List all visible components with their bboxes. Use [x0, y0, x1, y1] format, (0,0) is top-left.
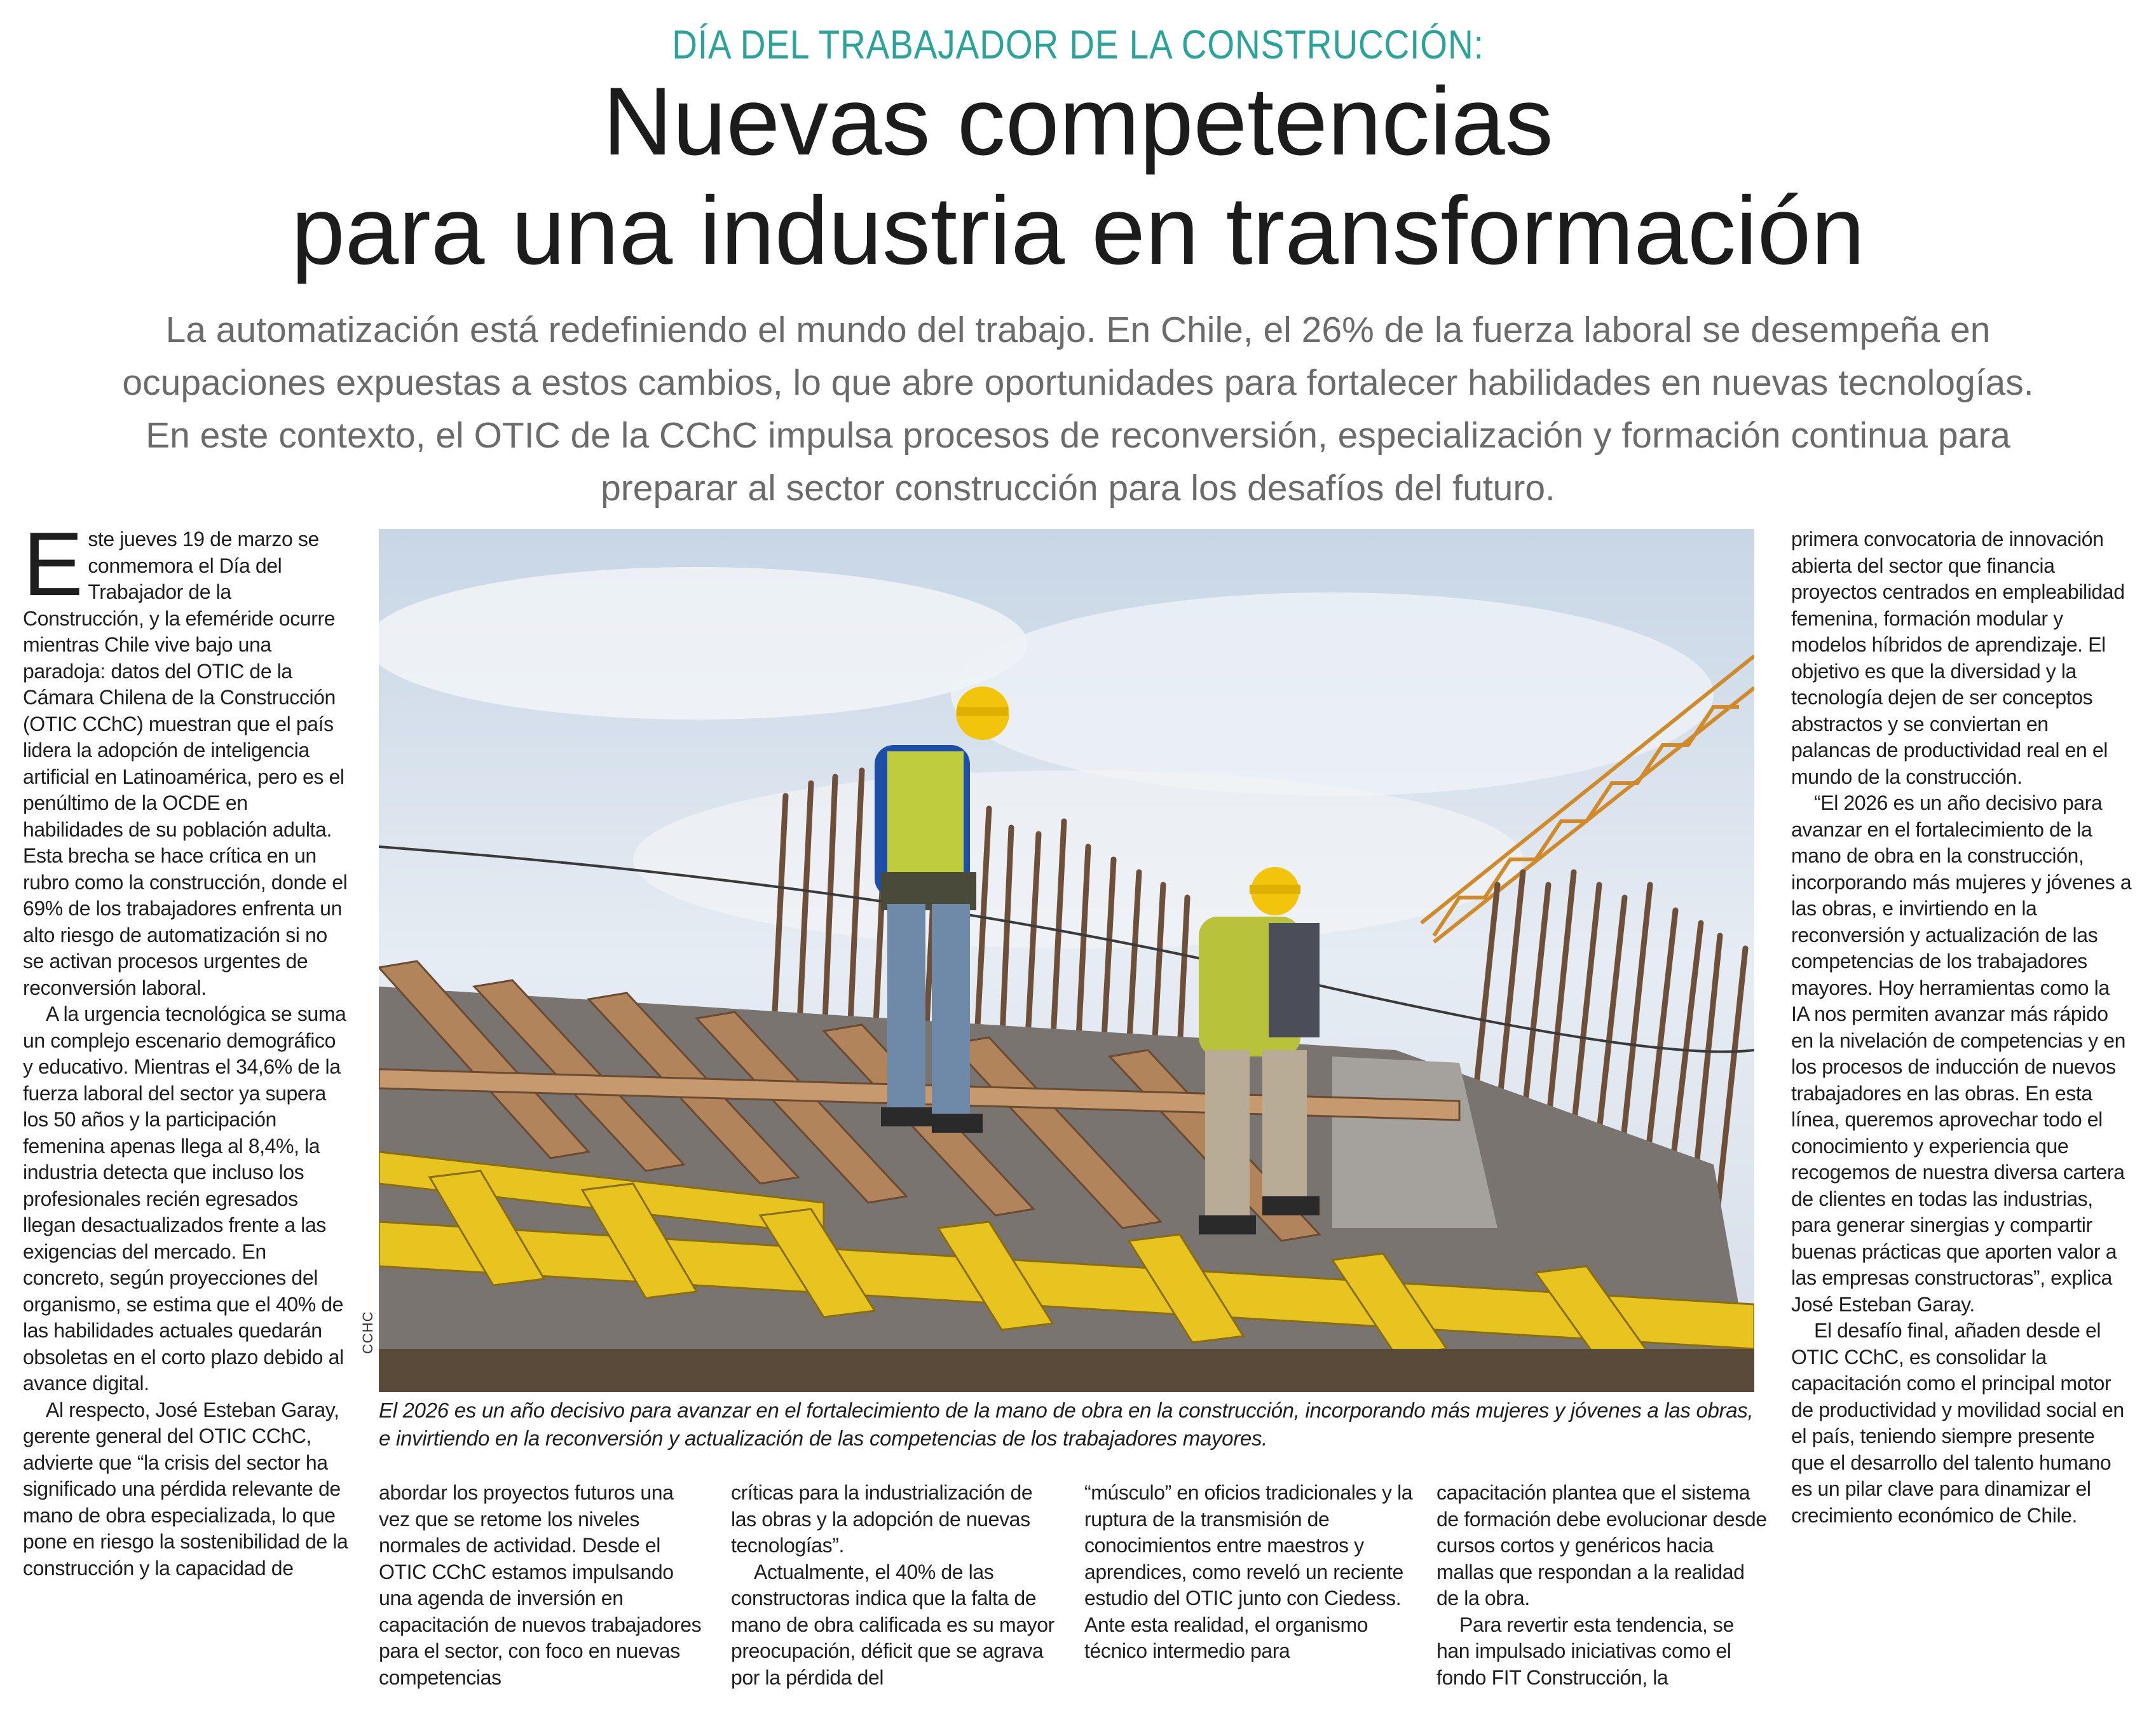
column-6-paragraph-3: El desafío final, añaden desde el OTIC CChC, es consolidar la capacitación como el principal motor de productividad y movilidad social en el país, teniendo siempre presente que el desarrollo del talento humano es un pilar clave para dinamizar el crecimiento económico de Chile.: [1791, 1319, 2124, 1527]
article-column-2: [379, 1480, 709, 1696]
lede-line-3: En este contexto, el OTIC de la CChC impulsa procesos de reconversión, especialización y formación continua para: [146, 415, 2010, 456]
column-1-paragraph-3: Al respecto, José Esteban Garay, gerente general del OTIC CChC, advierte que “la crisis del sector ha significado una pérdida relevante de mano de obra especializada, lo que pone en riesgo la sostenibilidad de la construcción y la capacidad de: [23, 1398, 348, 1580]
photo-caption: El 2026 es un año decisivo para avanzar en el fortalecimiento de la mano de obra en la construcción, incorporando más mujeres y jóvenes a las obras, e invirtiendo en la reconversión y actualización de las competencias de los trabajadores mayores.: [379, 1398, 1754, 1450]
lede-paragraph: [25, 304, 2131, 515]
column-1-paragraph-1: [23, 526, 350, 1001]
column-3-paragraph-1: críticas para la industrialización de las obras y la adopción de nuevas tecnologías”.: [731, 1481, 1033, 1557]
drop-cap: E: [23, 526, 83, 615]
column-3-paragraph-2: Actualmente, el 40% de las constructoras indica que la falta de mano de obra calificada es su mayor preocupación, déficit que se agrava por la pérdida del: [731, 1560, 1054, 1689]
headline-line-2: para una industria en transformación: [291, 177, 1865, 285]
column-4-paragraph-1: “músculo” en oficios tradicionales y la ruptura de la transmisión de conocimientos entre maestros y aprendices, como reveló un reciente estudio del OTIC junto con Ciedess. Ante esta realidad, el organismo técnico intermedio para: [1084, 1481, 1413, 1662]
lede-line-4: preparar al sector construcción para los desafíos del futuro.: [601, 468, 1555, 509]
article-column-6: [1791, 526, 2132, 1696]
article-column-3: [731, 1480, 1061, 1696]
photo-credit: CCHC: [360, 1311, 376, 1354]
column-1-paragraph-1-text: ste jueves 19 de marzo se conmemora el Día del Trabajador de la Construcción, y la efeméride ocurre mientras Chile vive bajo una paradoja: datos del OTIC de la Cámara Chilena de la Construcción (OTIC CChC) muestran que el país lidera la adopción de inteligencia artificial en Latinoamérica, pero es el penúltimo de la OCDE en habilidades de su población adulta. Esta brecha se hace crítica en un rubro como la construcción, donde el 69% de los trabajadores enfrenta un alto riesgo de automatización si no se activan procesos urgentes de reconversión laboral.: [23, 528, 348, 999]
headline: [0, 67, 2156, 285]
headline-line-1: Nuevas competencias: [603, 67, 1553, 175]
column-1-paragraph-2: A la urgencia tecnológica se suma un complejo escenario demográfico y educativo. Mientras el 34,6% de la fuerza laboral del sector ya supera los 50 años y la participación femenina apenas llega al 8,4%, la industria detecta que incluso los profesionales recién egresados llegan desactualizados frente a las exigencias del mercado. En concreto, según proyecciones del organismo, se estima que el 40% de las habilidades actuales quedarán obsoletas en el corto plazo debido al avance digital.: [23, 1002, 346, 1395]
column-2-paragraph-1: abordar los proyectos futuros una vez que se retome los niveles normales de actividad. Desde el OTIC CChC estamos impulsando una agenda de inversión en capacitación de nuevos trabajadores para el sector, con foco en nuevas competencias: [379, 1481, 702, 1689]
article-column-1: [23, 526, 350, 1696]
article-column-5: [1436, 1480, 1767, 1696]
column-5-paragraph-1: capacitación plantea que el sistema de formación debe evolucionar desde cursos cortos y genéricos hacia mallas que respondan a la realidad de la obra.: [1436, 1481, 1767, 1609]
lede-line-2: ocupaciones expuestas a estos cambios, lo que abre oportunidades para fortalecer habilidades en nuevas tecnologías.: [122, 362, 2034, 403]
section-kicker: DÍA DEL TRABAJADOR DE LA CONSTRUCCIÓN:: [672, 22, 1484, 67]
column-6-paragraph-2: “El 2026 es un año decisivo para avanzar en el fortalecimiento de la mano de obra en la construcción, incorporando más mujeres y jóvenes a las obras, e invirtiendo en la reconversión y actualización de las competencias de los trabajadores mayores. Hoy herramientas como la IA nos permiten avanzar más rápido en la nivelación de competencias y en los procesos de inducción de nuevos trabajadores en las obras. En esta línea, queremos aprovechar todo el conocimiento y experiencia que recogemos de nuestra diversa cartera de clientes en todas las industrias, para generar sinergias y compartir buenas prácticas que aporten valor a las empresas constructoras”, explica José Esteban Garay.: [1791, 791, 2132, 1316]
column-6-paragraph-1: primera convocatoria de innovación abierta del sector que financia proyectos centrados en empleabilidad femenina, formación modular y modelos híbridos de aprendizaje. El objetivo es que la diversidad y la tecnología dejen de ser conceptos abstractos y se conviertan en palancas de productividad real en el mundo de la construcción.: [1791, 528, 2125, 788]
lede-line-1: La automatización está redefiniendo el mundo del trabajo. En Chile, el 26% de la fuerza laboral se desempeña en: [165, 310, 1991, 350]
construction-workers-photo: [379, 529, 1754, 1392]
article-column-4: [1084, 1480, 1415, 1696]
column-5-paragraph-2: Para revertir esta tendencia, se han impulsado iniciativas como el fondo FIT Construcción, la: [1436, 1613, 1734, 1689]
